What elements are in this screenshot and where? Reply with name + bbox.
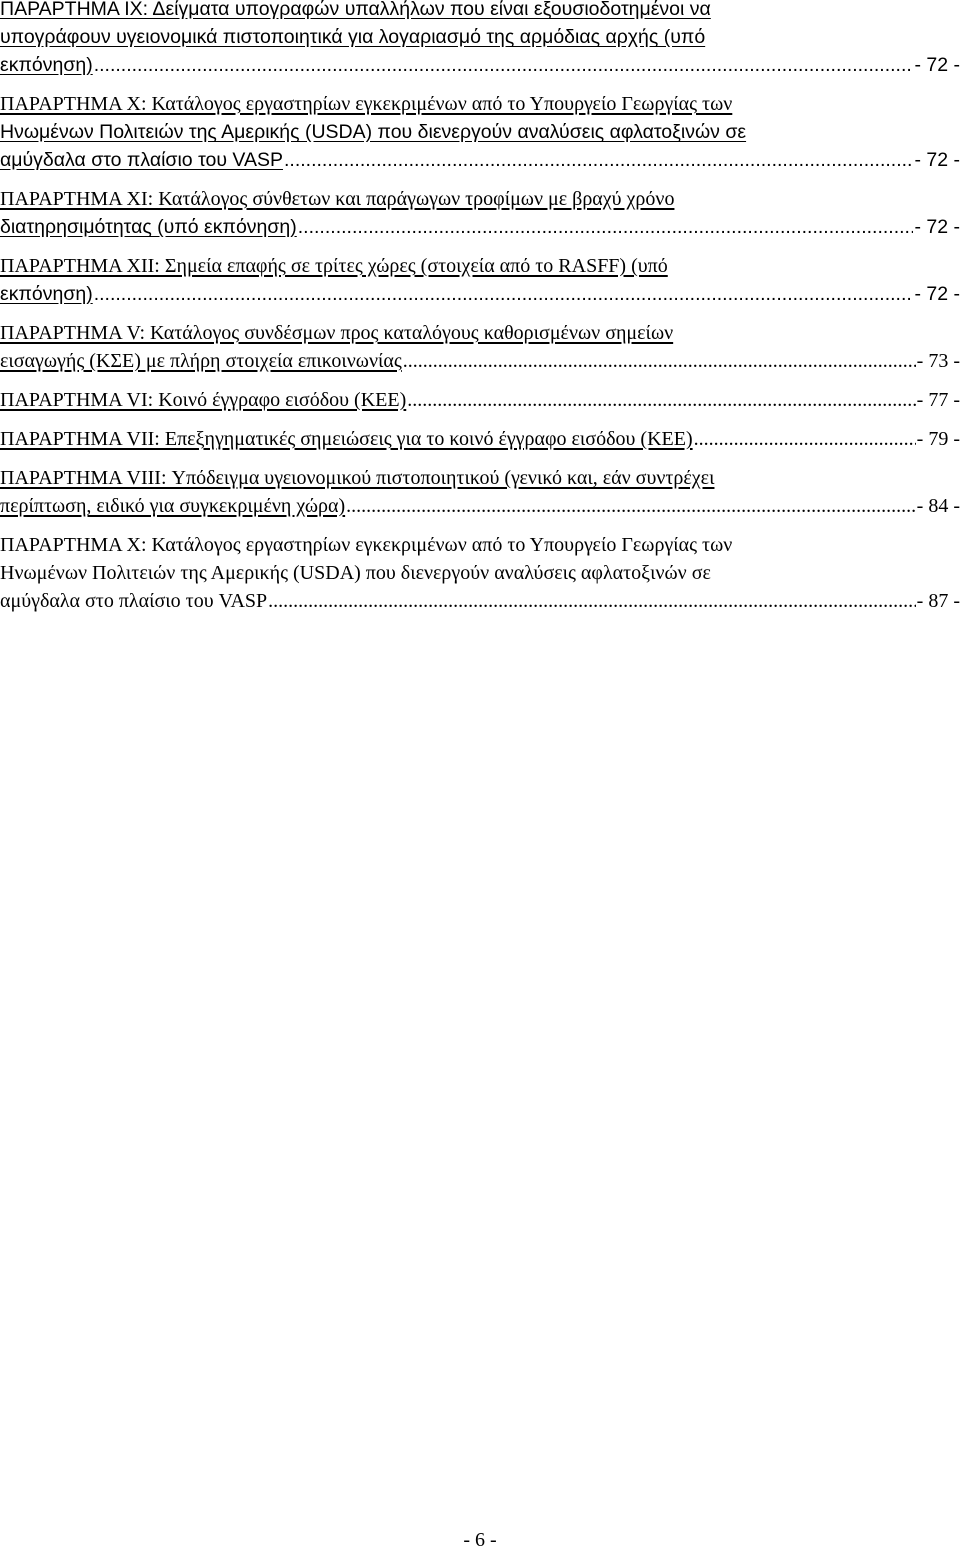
toc-entry-annex-xii[interactable]: [0, 252, 960, 308]
toc-entry-lastline: [0, 587, 960, 615]
toc-entry-line: ΠΑΡΑΡΤΗΜΑ V: Κατάλογος συνδέσμων προς καταλόγους καθορισμένων σημείων: [0, 322, 674, 344]
toc-entry-text[interactable]: ΠΑΡΑΡΤΗΜΑ VI: Κοινό έγγραφο εισόδου (ΚΕΕ): [0, 389, 407, 411]
toc-page-number: - 77 -: [916, 389, 960, 411]
dot-leader: [298, 213, 914, 241]
toc-entry-line: ΠΑΡΑΡΤΗΜΑ ΙΧ: Δείγματα υπογραφών υπαλλήλων που είναι εξουσιοδοτημένοι να: [0, 0, 711, 20]
toc-page-number: - 72 -: [914, 283, 960, 305]
toc-entry-line: ΠΑΡΑΡΤΗΜΑ ΧΙΙ: Σημεία επαφής σε τρίτες χώρες (στοιχεία από το RASFF) (υπό: [0, 255, 668, 277]
toc-page-number: - 73 -: [916, 350, 960, 372]
toc-entry-text[interactable]: εισαγωγής (ΚΣΕ) με πλήρη στοιχεία επικοινωνίας: [0, 350, 402, 372]
toc-entry-line: ΠΑΡΑΡΤΗΜΑ Χ: Κατάλογος εργαστηρίων εγκεκριμένων από το Υπουργείο Γεωργίας των: [0, 93, 733, 115]
toc-page-number: - 84 -: [916, 495, 960, 517]
toc-entry-lastline: [0, 213, 960, 241]
dot-leader: [403, 347, 916, 375]
toc-entry-lastline: [0, 425, 960, 453]
toc-entry-lastline: [0, 280, 960, 308]
dot-leader: [284, 146, 913, 174]
toc-entry-text[interactable]: εκπόνηση): [0, 54, 93, 76]
page-footer: [0, 1528, 960, 1552]
toc-page-number: - 79 -: [916, 428, 960, 450]
table-of-contents: [0, 0, 960, 626]
dot-leader: [346, 492, 916, 520]
toc-entry-text[interactable]: αμύγδαλα στο πλαίσιο του VASP: [0, 149, 283, 171]
toc-page-number: - 87 -: [916, 590, 960, 612]
toc-entry-annex-vii[interactable]: [0, 425, 960, 453]
dot-leader: [694, 425, 916, 453]
toc-entry-line: Ηνωμένων Πολιτειών της Αμερικής (USDA) που διενεργούν αναλύσεις αφλατοξινών σε: [0, 121, 747, 143]
toc-page-number: - 72 -: [914, 54, 960, 76]
toc-entry-annex-vi[interactable]: [0, 386, 960, 414]
toc-entry-annex-v[interactable]: [0, 319, 960, 375]
toc-entry-line: Ηνωμένων Πολιτειών της Αμερικής (USDA) που διενεργούν αναλύσεις αφλατοξινών σε: [0, 562, 711, 584]
toc-entry-lastline: [0, 51, 960, 79]
dot-leader: [94, 280, 914, 308]
toc-entry-annex-xi[interactable]: [0, 185, 960, 241]
toc-entry-lastline: [0, 492, 960, 520]
toc-entry-lastline: [0, 347, 960, 375]
toc-entry-line: ΠΑΡΑΡΤΗΜΑ VIII: Υπόδειγμα υγειονομικού πιστοποιητικού (γενικό και, εάν συντρέχει: [0, 467, 715, 489]
toc-entry-text[interactable]: διατηρησιμότητας (υπό εκπόνηση): [0, 216, 297, 238]
toc-entry-text[interactable]: περίπτωση, ειδικό για συγκεκριμένη χώρα): [0, 495, 346, 517]
dot-leader: [268, 587, 916, 615]
toc-entry-annex-ix[interactable]: [0, 0, 960, 79]
toc-page-number: - 72 -: [914, 149, 960, 171]
toc-entry-annex-x-repeat[interactable]: [0, 531, 960, 615]
toc-entry-annex-x[interactable]: [0, 90, 960, 174]
toc-entry-lastline: [0, 146, 960, 174]
toc-entry-line: ΠΑΡΑΡΤΗΜΑ Χ: Κατάλογος εργαστηρίων εγκεκριμένων από το Υπουργείο Γεωργίας των: [0, 534, 733, 556]
dot-leader: [407, 386, 915, 414]
dot-leader: [94, 51, 914, 79]
page-number: - 6 -: [463, 1529, 497, 1551]
toc-entry-annex-viii[interactable]: [0, 464, 960, 520]
toc-entry-line: ΠΑΡΑΡΤΗΜΑ ΧΙ: Κατάλογος σύνθετων και παράγωγων τροφίμων με βραχύ χρόνο: [0, 188, 675, 210]
toc-entry-text[interactable]: ΠΑΡΑΡΤΗΜΑ VII: Επεξηγηματικές σημειώσεις για το κοινό έγγραφο εισόδου (ΚΕΕ): [0, 428, 693, 450]
toc-entry-text[interactable]: αμύγδαλα στο πλαίσιο του VASP: [0, 590, 268, 612]
toc-entry-lastline: [0, 386, 960, 414]
toc-page-number: - 72 -: [914, 216, 960, 238]
toc-entry-text[interactable]: εκπόνηση): [0, 283, 93, 305]
toc-entry-line: υπογράφουν υγειονομικά πιστοποιητικά για λογαριασμό της αρμόδιας αρχής (υπό: [0, 26, 706, 48]
